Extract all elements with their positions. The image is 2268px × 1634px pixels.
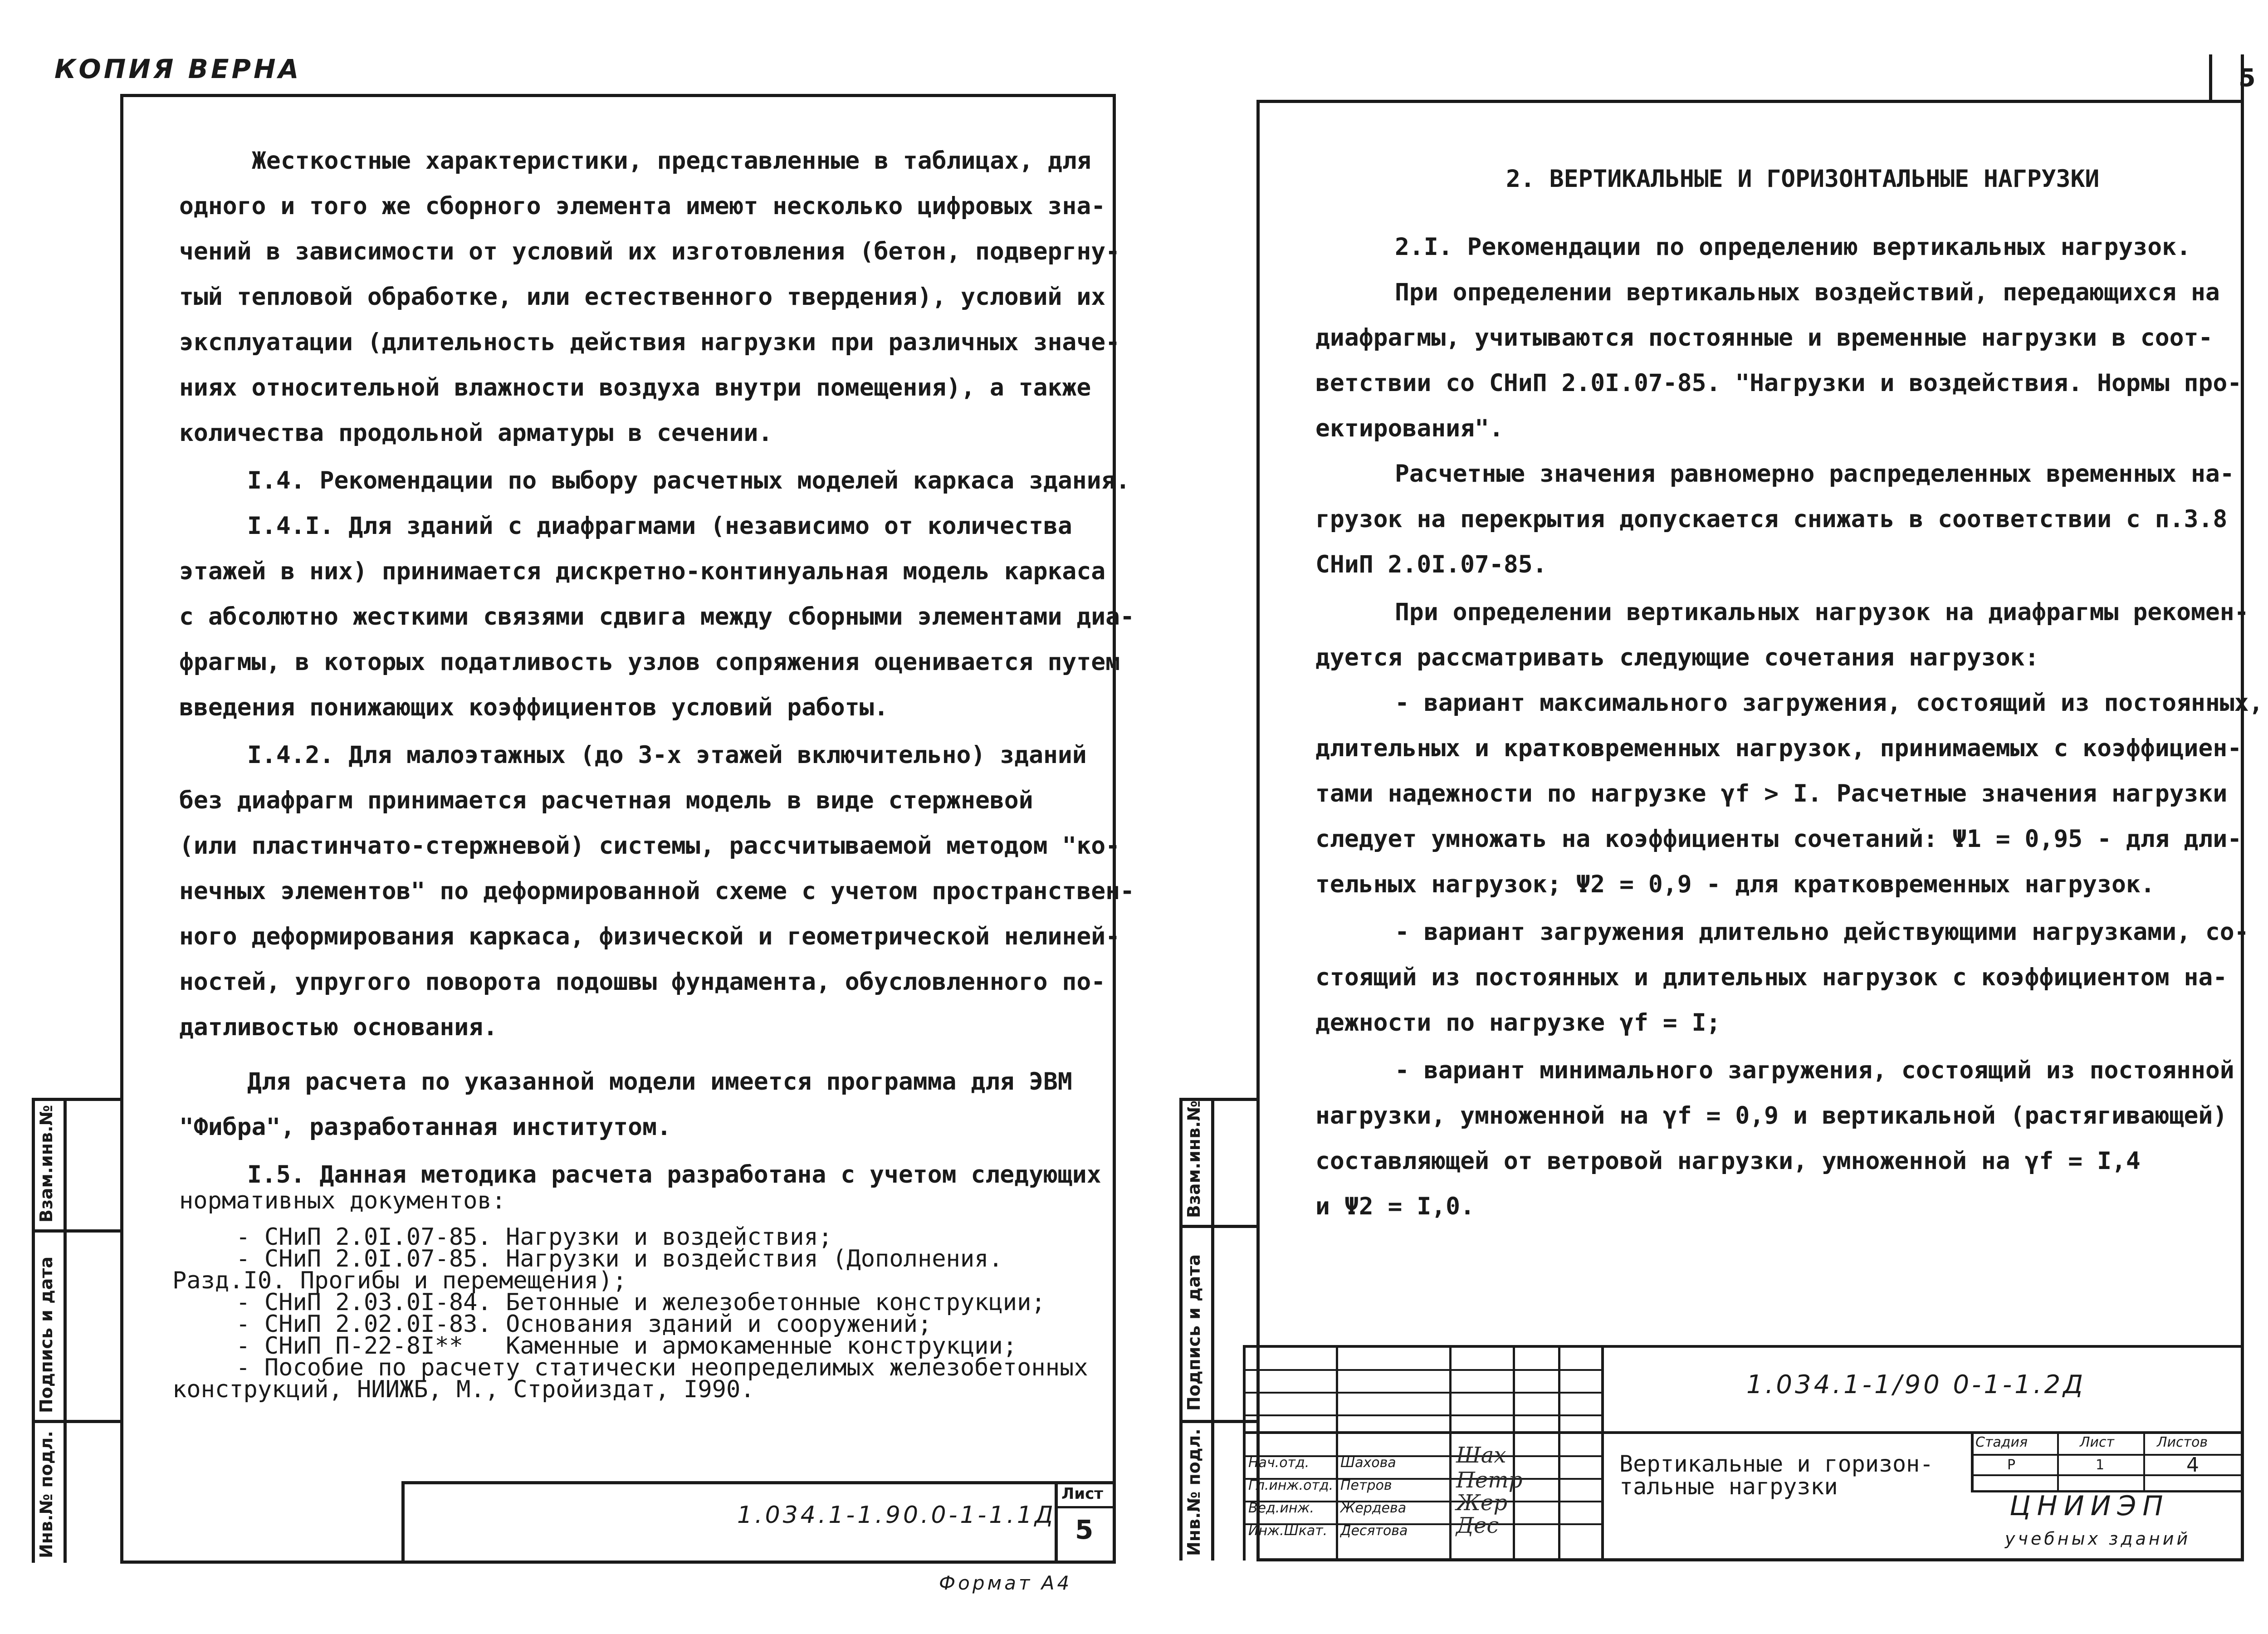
section-heading: 2. ВЕРТИКАЛЬНЫЕ И ГОРИЗОНТАЛЬНЫЕ НАГРУЗКИ [1506, 165, 2100, 193]
right-line: диафрагмы, учитываются постоянные и временные нагрузки в соот- [1315, 324, 2213, 352]
left-line: Для расчета по указанной модели имеется программа для ЭВМ [247, 1068, 1072, 1096]
norms-line: Разд.I0. Прогибы и перемещения); [172, 1267, 627, 1294]
side-label: Взам.инв.№ [1184, 1100, 1204, 1218]
person-name: Десятова [1340, 1523, 1408, 1539]
right-line: - вариант загружения длительно действующими нагрузками, со- [1395, 918, 2249, 946]
norms-line: конструкций, НИИЖБ, М., Стройиздат, I990. [172, 1376, 755, 1403]
side-label: Подпись и дата [36, 1256, 56, 1413]
side-label: Инв.№ подл. [1184, 1429, 1204, 1556]
left-line: введения понижающих коэффициентов условий работы. [179, 694, 889, 721]
left-heading-1-4: I.4. Рекомендации по выбору расчетных моделей каркаса здания. [247, 467, 1130, 494]
signature: Шах [1456, 1443, 1506, 1468]
left-line: фрагмы, в которых податливость узлов сопряжения оценивается путем [179, 648, 1120, 676]
norms-line: - СНиП 2.0I.07-85. Нагрузки и воздействия; [179, 1223, 833, 1251]
right-line: - вариант максимального загружения, состоящий из постоянных, [1395, 689, 2263, 717]
signature: Петр [1456, 1468, 1523, 1493]
right-line: ветствии со СНиП 2.0I.07-85. "Нагрузки и воздействия. Нормы про- [1315, 369, 2242, 397]
left-line: с абсолютно жесткими связями сдвига между сборными элементами диа- [179, 603, 1134, 631]
right-line: следует умножать на коэффициенты сочетаний: Ψ1 = 0,95 - для дли- [1315, 825, 2242, 853]
left-line: ниях относительной влажности воздуха внутри помещения), а также [179, 374, 1091, 401]
left-line: (или пластинчато-стержневой) системы, рассчитываемой методом "ко- [179, 832, 1120, 860]
person-name: Петров [1340, 1477, 1392, 1493]
left-line: ностей, упругого поворота подошвы фундамента, обусловленного по- [179, 968, 1106, 996]
right-line: нагрузки, умноженной на γf = 0,9 и вертикальной (растягивающей) [1315, 1102, 2228, 1130]
sheet-title-line1: Вертикальные и горизон- [1619, 1451, 1934, 1477]
format-label: Формат А4 [939, 1572, 1072, 1594]
left-line: I.4.2. Для малоэтажных (до 3-х этажей включительно) зданий [247, 741, 1087, 769]
left-line: нечных элементов" по деформированной схеме с учетом пространствен- [179, 877, 1134, 905]
norms-line: - СНиП 2.02.0I-83. Основания зданий и сооружений; [179, 1311, 932, 1338]
sheet-value: 1 [2096, 1457, 2105, 1473]
sheets-label: Листов [2157, 1434, 2208, 1450]
left-line: I.5. Данная методика расчета разработана с учетом следующих [247, 1161, 1101, 1189]
right-line: 2.I. Рекомендации по определению вертикальных нагрузок. [1395, 233, 2191, 261]
role-label: Инж.Шкат. [1248, 1523, 1328, 1539]
left-line: датливостью основания. [179, 1013, 498, 1041]
right-line: составляющей от ветровой нагрузки, умноженной на γf = I,4 [1315, 1147, 2141, 1175]
left-line: одного и того же сборного элемента имеют несколько цифровых зна- [179, 192, 1106, 220]
norms-line: нормативных документов: [179, 1187, 506, 1214]
person-name: Шахова [1340, 1455, 1396, 1471]
right-line: При определении вертикальных воздействий, передающихся на [1395, 279, 2220, 306]
left-line: Жесткостные характеристики, представленные в таблицах, для [252, 147, 1091, 175]
norms-line: - Пособие по расчету статически неопределимых железобетонных [179, 1354, 1088, 1381]
role-label: Гл.инж.отд. [1248, 1477, 1334, 1493]
left-line: этажей в них) принимается дискретно-континуальная модель каркаса [179, 558, 1106, 585]
right-line: дежности по нагрузке γf = I; [1315, 1009, 1721, 1037]
left-line: эксплуатации (длительность действия нагрузки при различных значе- [179, 328, 1120, 356]
left-line: ного деформирования каркаса, физической и геометрической нелиней- [179, 923, 1120, 950]
right-line: дуется рассматривать следующие сочетания нагрузок: [1315, 644, 2039, 671]
role-label: Вед.инж. [1248, 1500, 1314, 1516]
right-line: ектирования". [1315, 415, 1504, 442]
side-label: Подпись и дата [1184, 1254, 1204, 1411]
side-label: Инв.№ подл. [36, 1431, 56, 1558]
right-line: грузок на перекрытия допускается снижать в соответствии с п.3.8 [1315, 505, 2228, 533]
left-line: тый тепловой обработке, или естественного твердения), условий их [179, 283, 1106, 311]
left-line: количества продольной арматуры в сечении. [179, 419, 773, 447]
sheet-title-line2: тальные нагрузки [1619, 1473, 1838, 1500]
left-sheet-number: 5 [1075, 1514, 1096, 1545]
left-line: "Фибра", разработанная институтом. [179, 1113, 671, 1141]
signature: Жер [1456, 1490, 1508, 1516]
side-label: Взам.инв.№ [36, 1105, 56, 1223]
norms-line: - СНиП 2.03.0I-84. Бетонные и железобетонные конструкции; [179, 1289, 1046, 1316]
left-sheet-label: Лист [1061, 1485, 1103, 1503]
page-number: 5 [2239, 64, 2256, 92]
right-line: и Ψ2 = I,0. [1315, 1193, 1475, 1220]
right-line: Расчетные значения равномерно распределенных временных на- [1395, 460, 2234, 488]
norms-line: - СНиП П-22-8I** Каменные и армокаменные конструкции; [179, 1332, 1017, 1360]
sheets-value: 4 [2186, 1453, 2199, 1477]
left-doc-code: 1.034.1-1.90.0-1-1.1Д [737, 1502, 1056, 1529]
left-line: чений в зависимости от условий их изготовления (бетон, подвергну- [179, 238, 1120, 265]
org-name: ЦНИИЭП [2009, 1490, 2170, 1522]
stage-label: Стадия [1975, 1434, 2028, 1450]
sheet-label: Лист [2080, 1434, 2115, 1450]
right-line: стоящий из постоянных и длительных нагрузок с коэффициентом на- [1315, 964, 2228, 991]
right-line: СНиП 2.0I.07-85. [1315, 551, 1547, 578]
left-line: I.4.I. Для зданий с диафрагмами (независимо от количества [247, 512, 1072, 540]
right-line: - вариант минимального загружения, состоящий из постоянной [1395, 1057, 2234, 1084]
org-subtitle: учебных зданий [2005, 1529, 2191, 1549]
right-line: тами надежности по нагрузке γf > I. Расчетные значения нагрузки [1315, 780, 2228, 807]
right-line: длительных и кратковременных нагрузок, принимаемых с коэффициен- [1315, 734, 2242, 762]
right-doc-code: 1.034.1-1/90 0-1-1.2Д [1746, 1370, 2086, 1399]
left-line: без диафрагм принимается расчетная модель в виде стержневой [179, 787, 1033, 814]
signature: Дес [1456, 1513, 1499, 1538]
norms-line: - СНиП 2.0I.07-85. Нагрузки и воздействия (Дополнения. [179, 1245, 1003, 1272]
right-line: При определении вертикальных нагрузок на диафрагмы рекомен- [1395, 598, 2249, 626]
stage-value: Р [2007, 1457, 2016, 1473]
role-label: Нач.отд. [1248, 1455, 1310, 1471]
copy-stamp: КОПИЯ ВЕРНА [54, 54, 302, 84]
person-name: Жердева [1340, 1500, 1407, 1516]
right-line: тельных нагрузок; Ψ2 = 0,9 - для кратковременных нагрузок. [1315, 871, 2155, 898]
